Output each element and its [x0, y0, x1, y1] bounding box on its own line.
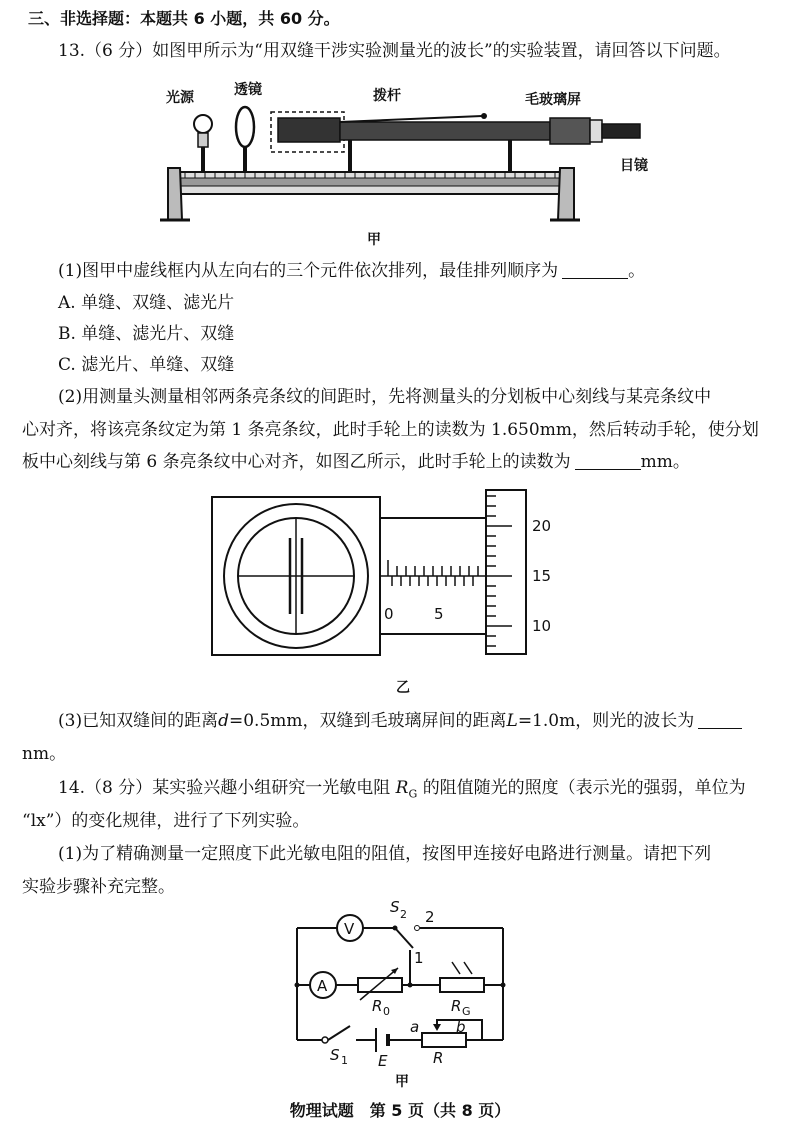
option-a: A. 单缝、双缝、滤光片	[58, 293, 235, 313]
unit-mm: mm。	[640, 452, 690, 472]
thimble-20: 20	[532, 517, 552, 535]
q13-stem: 13.（6 分）如图甲所示为“用双缝干涉实验测量光的波长”的实验装置，请回答以下问题。	[58, 41, 731, 61]
rheostat-a: a	[410, 1018, 420, 1036]
switch-S1	[322, 1037, 328, 1043]
rheostat-b: b	[456, 1018, 466, 1036]
symbol-d: d	[218, 711, 229, 731]
main-scale-5: 5	[434, 605, 444, 623]
q13-part3-text-a: (3)已知双缝间的距离	[58, 711, 219, 731]
rg-sub: G	[462, 1005, 471, 1018]
battery-label: E	[378, 1052, 388, 1070]
q14-stem-line2: “lx”）的变化规律，进行了下列实验。	[22, 811, 310, 831]
q14-stem-text-b: 的阻值随光的照度（表示光的强弱，单位为	[422, 778, 746, 798]
main-scale-0: 0	[384, 605, 394, 623]
symbol-RG-sub: G	[408, 787, 418, 801]
q13-part2-line1: (2)用测量头测量相邻两条亮条纹的间距时，先将测量头的分划板中心刻线与某亮条纹中	[58, 387, 712, 407]
contact-2-label: 2	[425, 908, 435, 926]
option-b: B. 单缝、滤光片、双缝	[58, 324, 235, 344]
label-lever: 拨杆	[373, 88, 401, 104]
resistor-R0	[358, 978, 402, 992]
rheostat-label: R	[433, 1049, 444, 1067]
fig2-caption: 乙	[396, 680, 410, 696]
q13-part3-text-c: =1.0m，则光的波长为	[517, 711, 695, 731]
section-heading: 三、非选择题：本题共 6 小题，共 60 分。	[28, 9, 340, 28]
circuit-caption: 甲	[395, 1074, 409, 1090]
label-screen: 毛玻璃屏	[525, 92, 581, 108]
q13-part3-text-b: =0.5mm，双缝到毛玻璃屏间的距离	[228, 711, 507, 731]
q14-part1-line2: 实验步骤补充完整。	[22, 877, 175, 897]
voltmeter-label: V	[344, 920, 355, 938]
unit-nm: nm。	[22, 744, 67, 764]
q13-part1-text: (1)图甲中虚线框内从左向右的三个元件依次排列，最佳排列顺序为	[58, 261, 559, 281]
label-light-source: 光源	[166, 90, 194, 106]
q14-part1-line1: (1)为了精确测量一定照度下此光敏电阻的阻值，按图甲连接好电路进行测量。请把下列	[58, 844, 712, 864]
q13-part2-line2: 心对齐，将该亮条纹定为第 1 条亮条纹，此时手轮上的读数为 1.650mm，然后转动手轮，使分划	[22, 420, 759, 440]
option-c: C. 滤光片、单缝、双缝	[58, 355, 235, 375]
s1-label: S	[330, 1046, 340, 1064]
symbol-L: L	[506, 711, 518, 731]
thimble-10: 10	[532, 617, 552, 635]
s2-label: S	[390, 898, 400, 916]
s1-sub: 1	[341, 1054, 348, 1067]
label-lens: 透镜	[234, 82, 262, 98]
photoresistor-RG	[440, 978, 484, 992]
thimble-15: 15	[532, 567, 552, 585]
r0-label: R	[372, 997, 383, 1015]
page-footer: 物理试题 第 5 页（共 8 页）	[289, 1101, 511, 1120]
contact-1-label: 1	[414, 949, 424, 967]
ammeter-label: A	[317, 977, 328, 995]
fig1-caption: 甲	[367, 232, 381, 248]
rg-label: R	[451, 997, 462, 1015]
r0-sub: 0	[383, 1005, 390, 1018]
s2-sub: 2	[400, 908, 407, 921]
label-eyepiece: 目镜	[620, 158, 648, 174]
q13-part1: (1)图甲中虚线框内从左向右的三个元件依次排列，最佳排列顺序为 。	[58, 261, 646, 281]
q13-part2-line3-text: 板中心刻线与第 6 条亮条纹中心对齐，如图乙所示，此时手轮上的读数为	[22, 452, 571, 472]
q14-stem-text-a: 14.（8 分）某实验兴趣小组研究一光敏电阻	[58, 778, 391, 798]
symbol-RG: R	[395, 778, 409, 798]
